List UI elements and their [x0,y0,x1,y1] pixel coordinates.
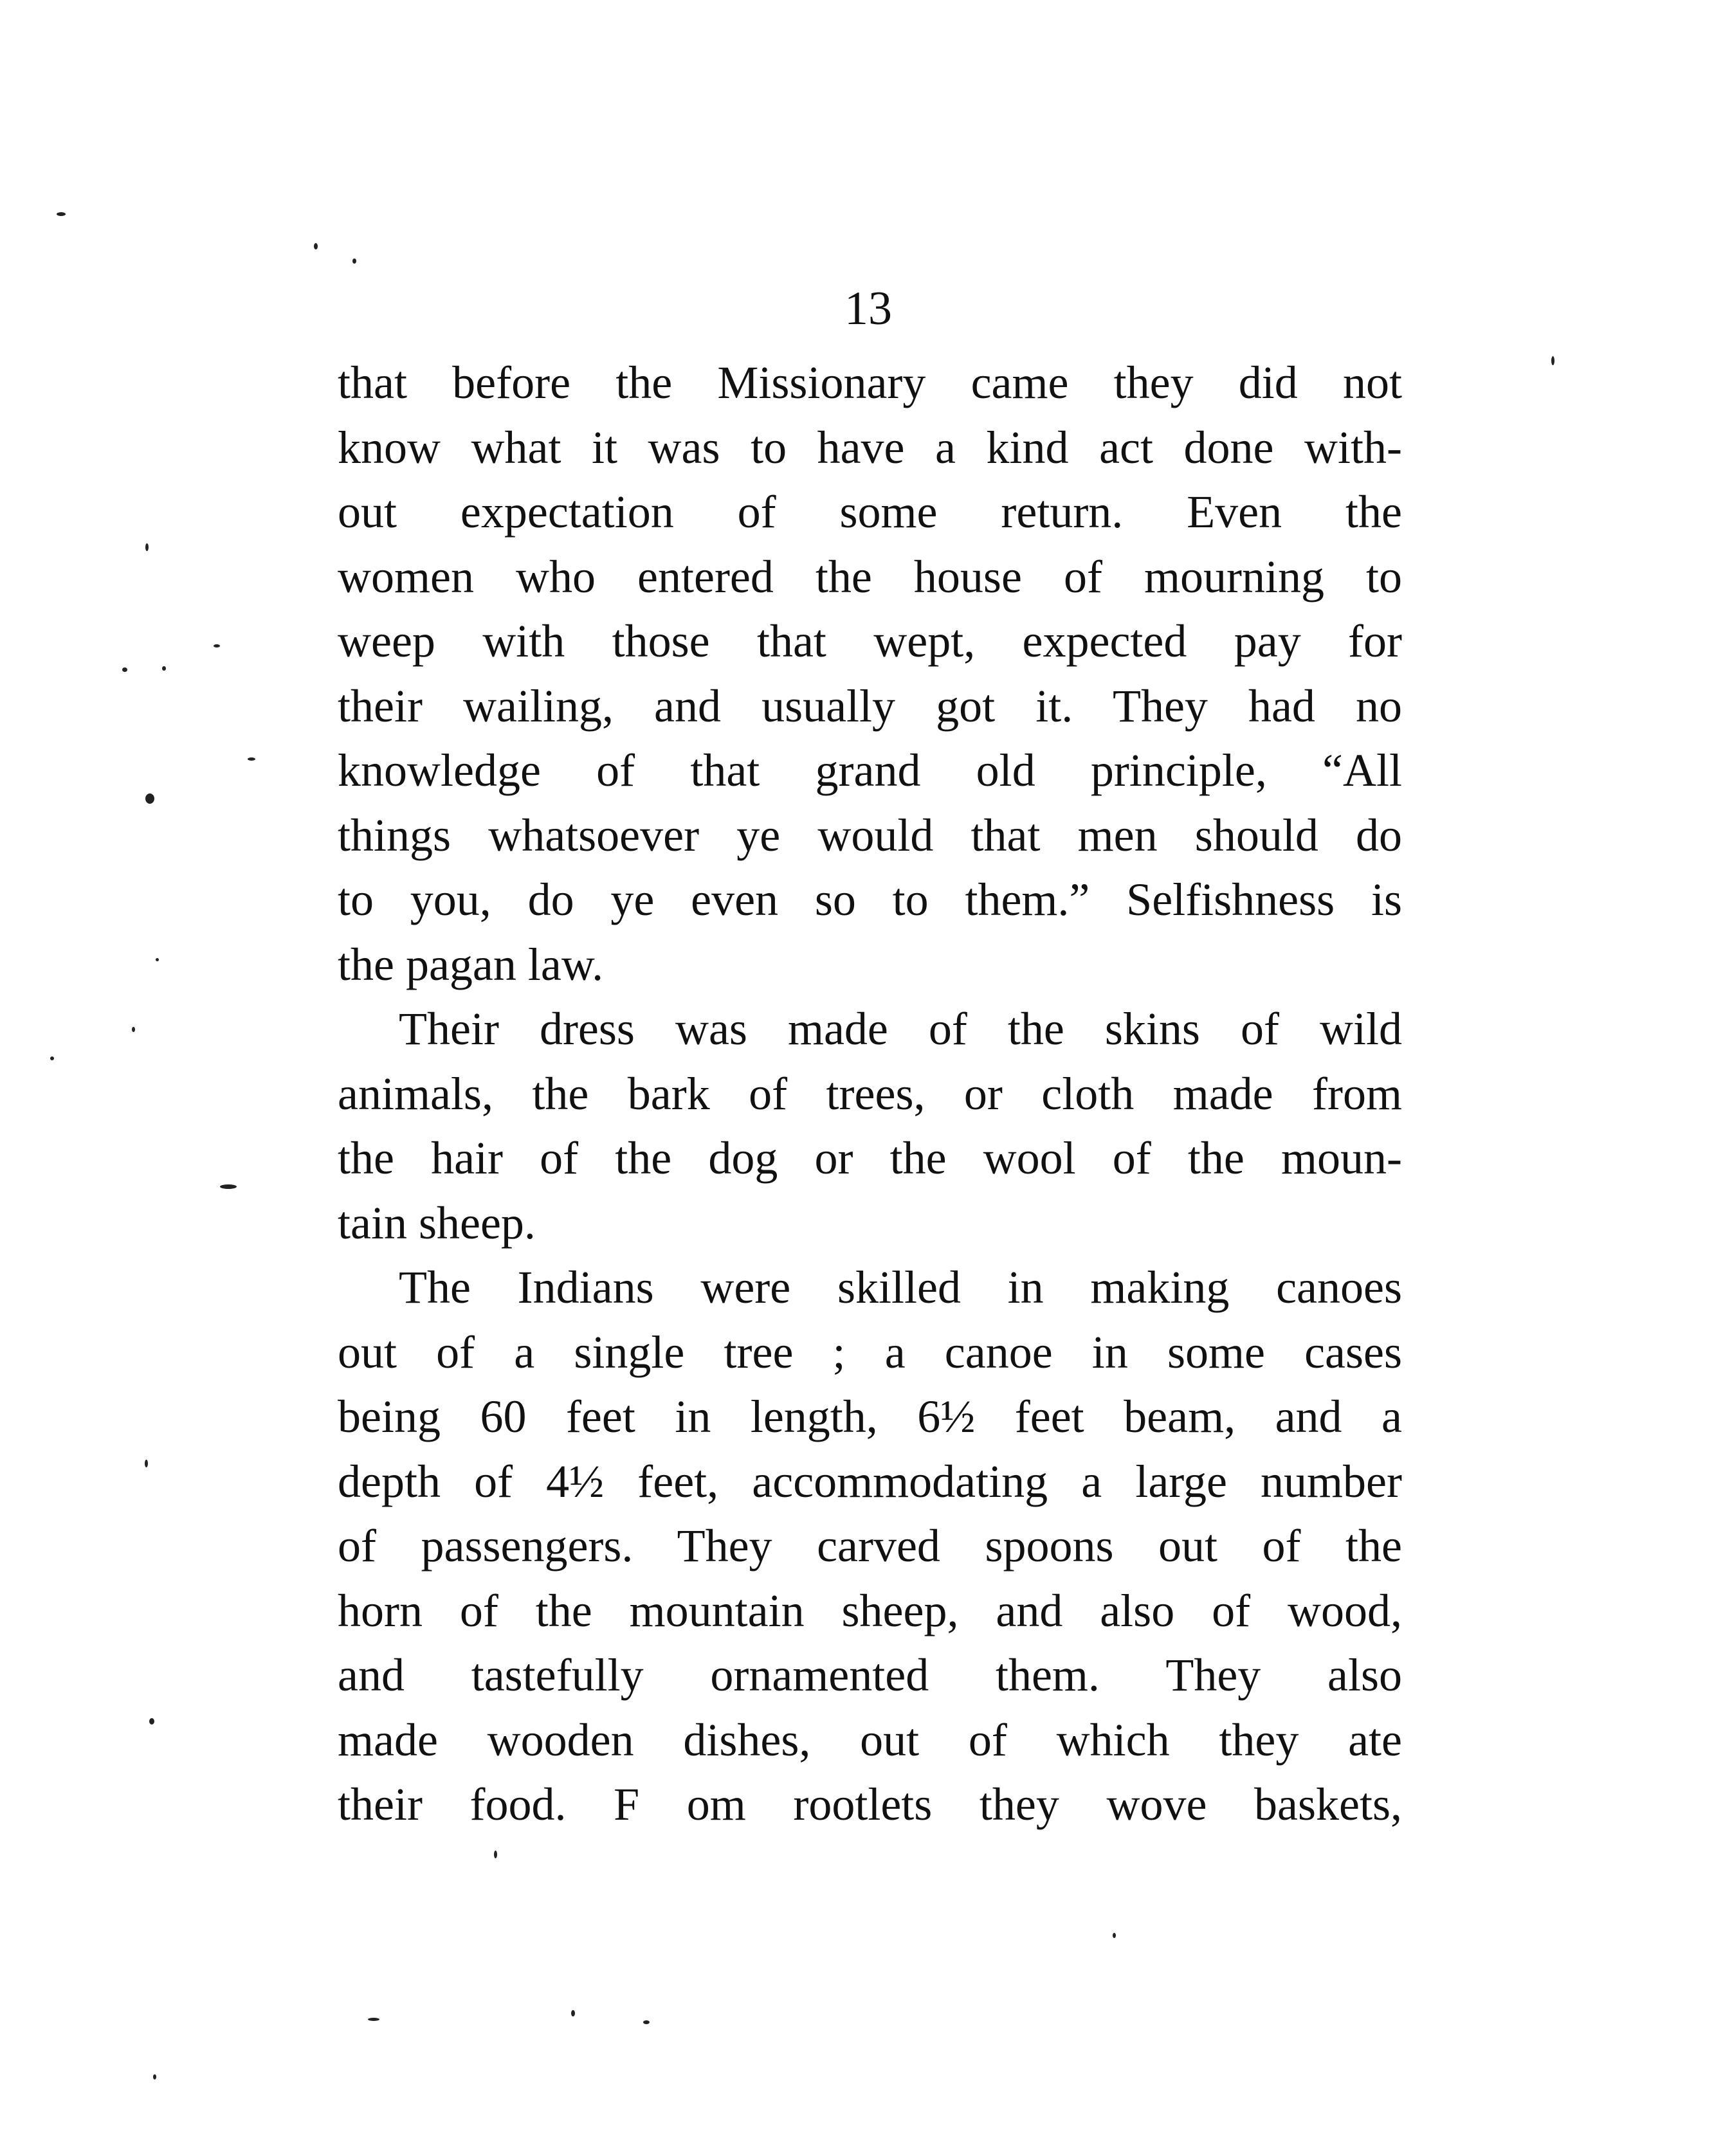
scan-speck [122,667,127,672]
text-line: the hair of the dog or the wool of the moun- [338,1132,1402,1184]
scan-speck [50,1056,54,1060]
text-line: women who entered the house of mourning to [338,550,1402,602]
text-line: depth of 4½ feet, accommodating a large number [338,1455,1402,1507]
scan-speck [145,543,149,551]
scan-speck [214,644,220,648]
scan-speck [145,1460,148,1467]
text-line: weep with those that wept, expected pay for [338,615,1402,667]
scan-speck [153,2074,156,2079]
scan-speck [132,1027,135,1032]
text-line: of passengers. They carved spoons out of the [338,1520,1402,1572]
text-line: animals, the bark of trees, or cloth made from [338,1067,1402,1119]
scan-speck [248,757,255,761]
text-line: their food. F om rootlets they wove baskets, [338,1779,1402,1830]
paragraph-end-line: tain sheep. [338,1197,536,1249]
text-line: to you, do ye even so to them.” Selfishness is [338,874,1402,925]
paragraph-start-line: Their dress was made of the skins of wild [399,1003,1402,1055]
paragraph-end-line: the pagan law. [338,938,604,990]
text-line: their wailing, and usually got it. They had no [338,680,1402,732]
scan-speck [57,212,66,216]
scan-speck [352,258,356,264]
text-line: being 60 feet in length, 6½ feet beam, and a [338,1391,1402,1442]
text-line: that before the Missionary came they did not [338,357,1402,408]
scan-speck [571,2010,575,2016]
text-line: things whatsoever ye would that men should do [338,809,1402,861]
scan-speck [1551,356,1554,365]
text-line: horn of the mountain sheep, and also of wood, [338,1584,1402,1636]
paragraph-start-line: The Indians were skilled in making canoes [399,1262,1402,1313]
text-line: out expectation of some return. Even the [338,486,1402,538]
scan-speck [368,2018,379,2021]
scan-speck [220,1184,237,1189]
body-text [338,350,1402,1837]
scan-speck [156,958,159,961]
scan-speck [149,1718,154,1725]
text-line: know what it was to have a kind act done with- [338,421,1402,473]
scan-speck [314,243,318,249]
text-line: made wooden dishes, out of which they ate [338,1714,1402,1766]
text-line: knowledge of that grand old principle, “All [338,745,1402,796]
scan-speck [1113,1933,1116,1938]
text-line: and tastefully ornamented them. They also [338,1649,1402,1701]
scan-speck [643,2020,650,2024]
scan-speck [145,793,154,804]
page-number: 13 [844,282,892,335]
text-line: out of a single tree ; a canoe in some cases [338,1326,1402,1378]
scan-speck [494,1851,497,1858]
scan-speck [162,666,166,671]
